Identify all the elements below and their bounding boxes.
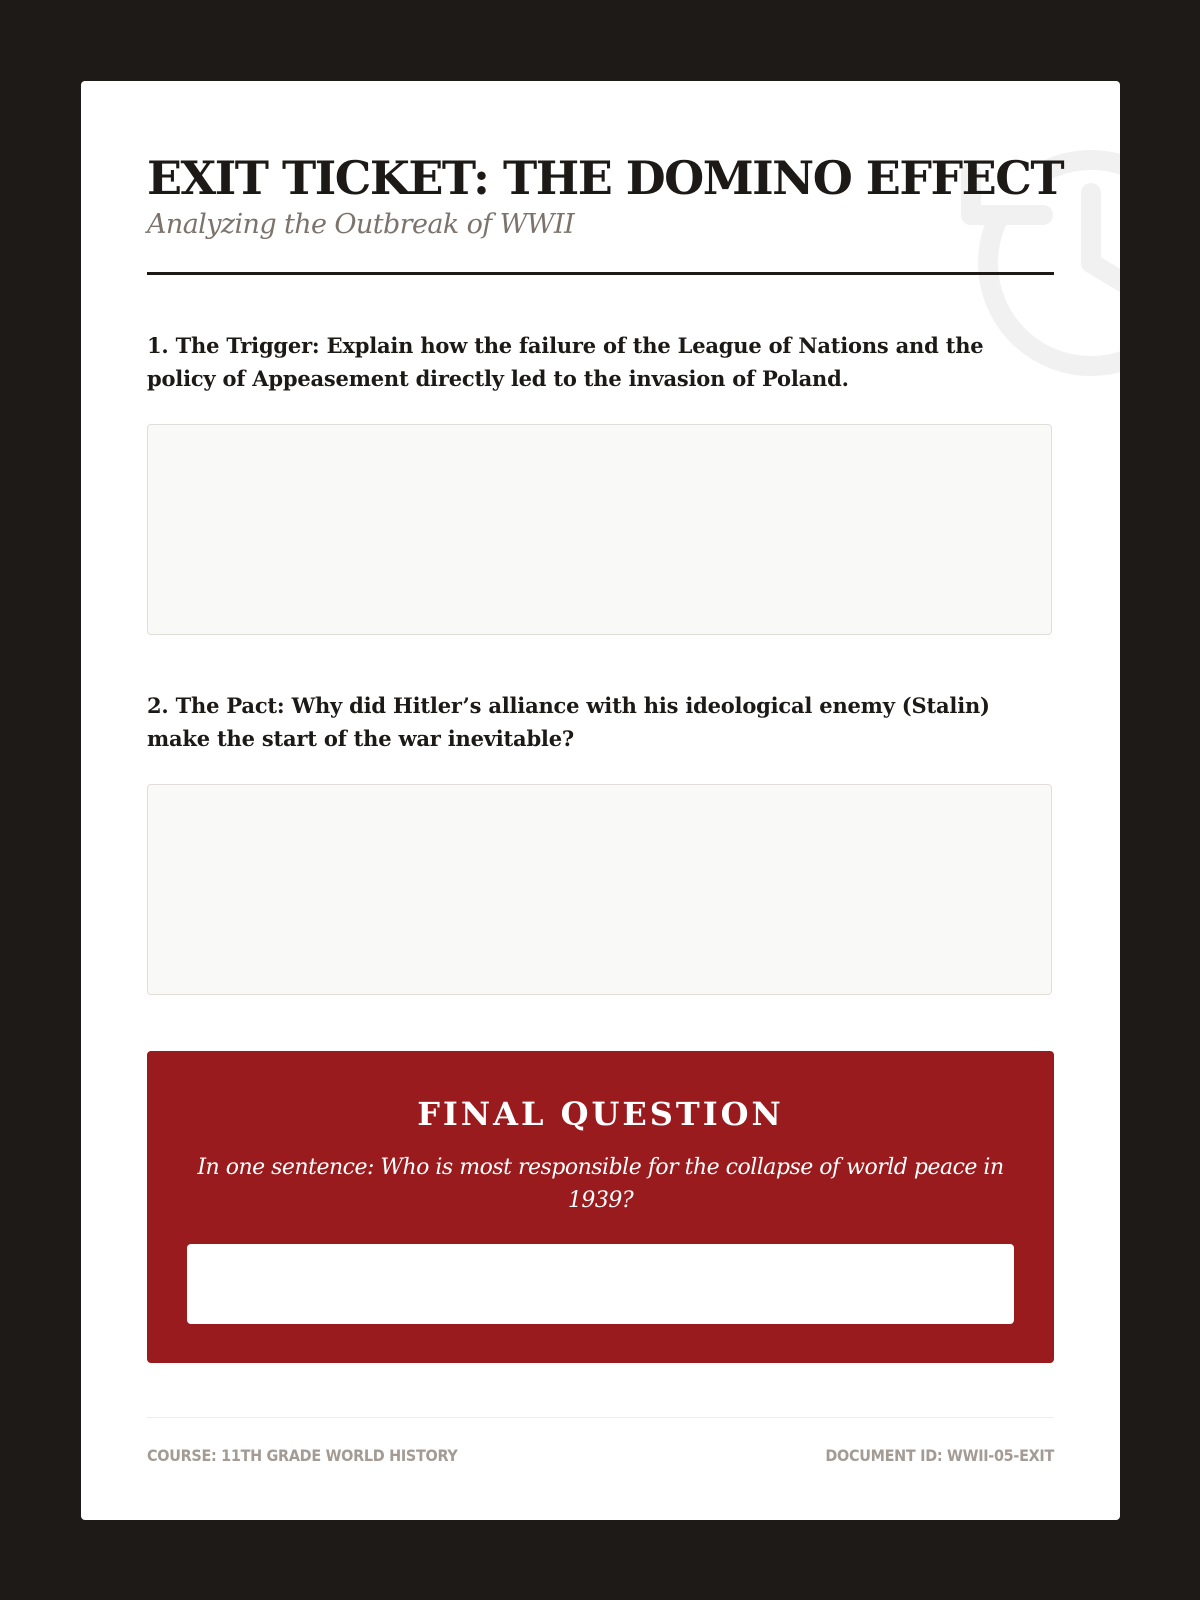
final-question-heading: FINAL QUESTION <box>417 1095 784 1133</box>
page-subtitle: Analyzing the Outbreak of WWII <box>147 209 575 240</box>
exit-ticket-card <box>81 81 1120 1520</box>
page-title: EXIT TICKET: THE DOMINO EFFECT <box>147 151 1064 205</box>
final-answer-field[interactable] <box>187 1244 1014 1324</box>
question-1-answer-box[interactable] <box>147 424 1052 635</box>
final-question-prompt: In one sentence: Who is most responsible for the collapse of world peace in 1939? <box>197 1155 1004 1213</box>
footer-divider <box>147 1417 1054 1418</box>
final-question-panel <box>147 1051 1054 1363</box>
question-2-answer-box[interactable] <box>147 784 1052 995</box>
footer-document-id: DOCUMENT ID: WWII-05-EXIT <box>825 1446 1054 1465</box>
question-2-text: 2. The Pact: Why did Hitler’s alliance with his ideological enemy (Stalin) make the start of the war inevitable? <box>147 693 990 751</box>
question-1-text: 1. The Trigger: Explain how the failure of the League of Nations and the policy of Appeasement directly led to the invasion of Poland. <box>147 333 984 391</box>
title-divider <box>147 272 1054 275</box>
footer-course: COURSE: 11TH GRADE WORLD HISTORY <box>147 1446 458 1465</box>
